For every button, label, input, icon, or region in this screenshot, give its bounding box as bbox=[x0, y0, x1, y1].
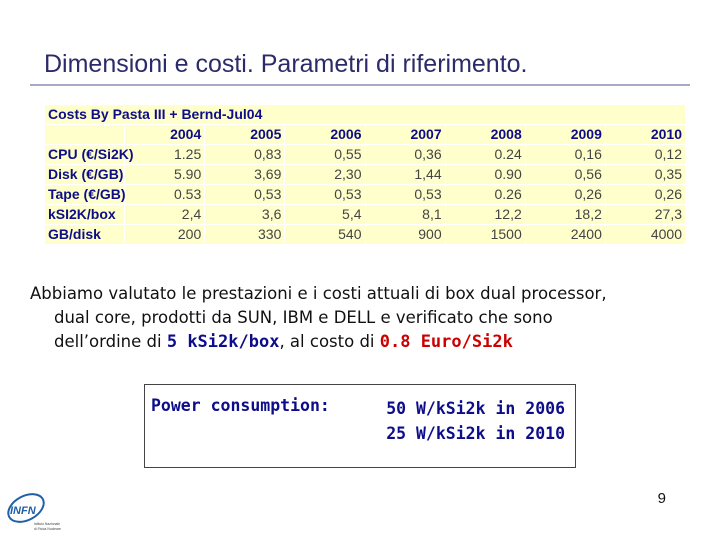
table-cell: 900 bbox=[365, 225, 445, 245]
table-cell: 0,35 bbox=[605, 165, 685, 185]
cost-value: 0.8 Euro/Si2k bbox=[379, 332, 513, 352]
table-row bbox=[45, 205, 686, 225]
infn-logo bbox=[4, 486, 76, 536]
body-text-fragment: , al costo di bbox=[279, 332, 380, 351]
table-cell: 540 bbox=[285, 225, 365, 245]
table-cell: 0,36 bbox=[365, 145, 445, 165]
year-header: 2004 bbox=[125, 125, 205, 145]
costs-table bbox=[44, 104, 686, 245]
table-cell: 200 bbox=[125, 225, 205, 245]
power-consumption-values bbox=[386, 396, 565, 446]
row-label: kSI2K/box bbox=[45, 205, 125, 225]
year-header: 2010 bbox=[605, 125, 685, 145]
year-header: 2009 bbox=[525, 125, 605, 145]
table-cell: 1,44 bbox=[365, 165, 445, 185]
table-header-row bbox=[45, 125, 686, 145]
logo-subtext: di Fisica Nucleare bbox=[34, 527, 61, 531]
table-row bbox=[45, 185, 686, 205]
table-cell: 0,26 bbox=[525, 185, 605, 205]
table-row bbox=[45, 145, 686, 165]
table-cell: 3,69 bbox=[205, 165, 285, 185]
table-cell: 8,1 bbox=[365, 205, 445, 225]
power-consumption-label: Power consumption: bbox=[151, 396, 330, 415]
title-divider bbox=[30, 84, 690, 86]
table-cell: 0.26 bbox=[445, 185, 525, 205]
row-label: CPU (€/Si2K) bbox=[45, 145, 125, 165]
table-cell: 27,3 bbox=[605, 205, 685, 225]
box-performance-value: 5 kSi2k/box bbox=[166, 332, 280, 352]
power-value-2010: 25 W/kSi2k in 2010 bbox=[386, 424, 565, 443]
table-cell: 330 bbox=[205, 225, 285, 245]
table-cell: 12,2 bbox=[445, 205, 525, 225]
table-title-row bbox=[45, 105, 686, 125]
table-cell: 18,2 bbox=[525, 205, 605, 225]
table-cell: 0,16 bbox=[525, 145, 605, 165]
year-header: 2006 bbox=[285, 125, 365, 145]
table-row bbox=[45, 165, 686, 185]
body-line: Abbiamo valutato le prestazioni e i costi attuali di box dual processor, bbox=[30, 284, 607, 303]
year-header: 2005 bbox=[205, 125, 285, 145]
table-cell: 2,4 bbox=[125, 205, 205, 225]
row-label: Disk (€/GB) bbox=[45, 165, 125, 185]
slide-title: Dimensioni e costi. Parametri di riferimento. bbox=[44, 50, 528, 78]
table-cell: 2400 bbox=[525, 225, 605, 245]
table-cell: 4000 bbox=[605, 225, 685, 245]
table-cell: 0,56 bbox=[525, 165, 605, 185]
table-cell: 3,6 bbox=[205, 205, 285, 225]
table-cell: 0,53 bbox=[205, 185, 285, 205]
table-cell: 0.90 bbox=[445, 165, 525, 185]
table-cell: 0,12 bbox=[605, 145, 685, 165]
table-cell: 0,53 bbox=[365, 185, 445, 205]
year-header: 2008 bbox=[445, 125, 525, 145]
logo-subtext: Istituto Nazionale bbox=[34, 522, 61, 526]
body-line: dual core, prodotti da SUN, IBM e DELL e verificato che sono bbox=[54, 308, 553, 327]
table-cell: 0.53 bbox=[125, 185, 205, 205]
page-number: 9 bbox=[657, 490, 666, 507]
body-paragraph bbox=[30, 282, 705, 354]
table-cell: 0,55 bbox=[285, 145, 365, 165]
logo-text: INFN bbox=[10, 505, 36, 517]
body-text-fragment: dell’ordine di bbox=[54, 332, 167, 351]
table-cell: 0.24 bbox=[445, 145, 525, 165]
table-cell: 1500 bbox=[445, 225, 525, 245]
body-line bbox=[30, 330, 705, 354]
table-cell: 5,4 bbox=[285, 205, 365, 225]
row-label: GB/disk bbox=[45, 225, 125, 245]
table-row bbox=[45, 225, 686, 245]
table-cell: 2,30 bbox=[285, 165, 365, 185]
table-title: Costs By Pasta III + Bernd-Jul04 bbox=[45, 105, 686, 125]
table-cell: 0,83 bbox=[205, 145, 285, 165]
table-cell: 0,53 bbox=[285, 185, 365, 205]
table-cell: 5.90 bbox=[125, 165, 205, 185]
power-value-2006: 50 W/kSi2k in 2006 bbox=[386, 399, 565, 418]
power-consumption-box bbox=[144, 384, 576, 468]
year-header: 2007 bbox=[365, 125, 445, 145]
table-cell: 1.25 bbox=[125, 145, 205, 165]
table-cell: 0,26 bbox=[605, 185, 685, 205]
table-corner-cell bbox=[45, 125, 125, 145]
row-label: Tape (€/GB) bbox=[45, 185, 125, 205]
